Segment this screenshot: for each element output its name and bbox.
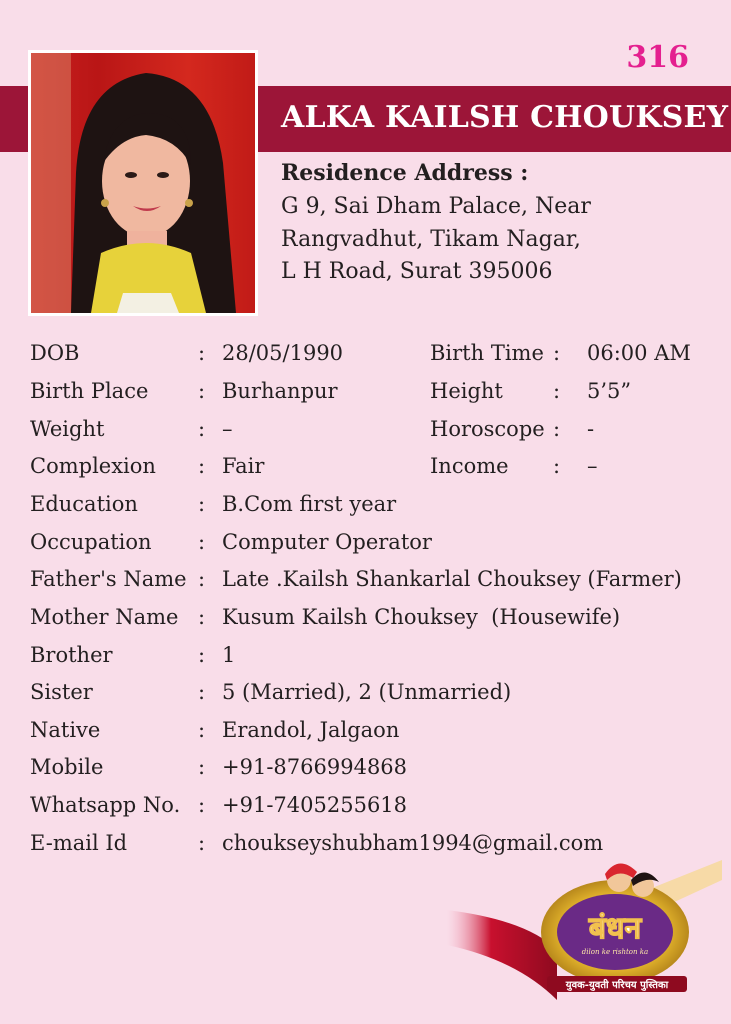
detail-label: Occupation bbox=[30, 530, 152, 554]
detail-value: – bbox=[222, 417, 233, 441]
page-number: 316 bbox=[626, 40, 689, 75]
detail-label: Birth Time bbox=[430, 341, 544, 365]
detail-separator: : bbox=[198, 718, 206, 742]
detail-row-sister bbox=[0, 680, 731, 714]
profile-name: ALKA KAILSH CHOUKSEY bbox=[281, 100, 729, 135]
detail-separator: : bbox=[198, 454, 206, 478]
detail-separator: : bbox=[198, 341, 206, 365]
detail-label: Father's Name bbox=[30, 567, 187, 591]
detail-value: +91-7405255618 bbox=[222, 793, 408, 817]
detail-separator: : bbox=[198, 379, 206, 403]
address-line: Rangvadhut, Tikam Nagar, bbox=[281, 227, 581, 252]
detail-separator: : bbox=[198, 417, 206, 441]
logo-tagline: dilon ke rishton ka bbox=[581, 948, 649, 956]
detail-value: - bbox=[587, 417, 595, 441]
detail-value: Fair bbox=[222, 454, 265, 478]
detail-value: 28/05/1990 bbox=[222, 341, 344, 365]
profile-photo bbox=[31, 53, 255, 313]
detail-separator: : bbox=[198, 605, 206, 629]
detail-separator: : bbox=[198, 680, 206, 704]
detail-label: Income bbox=[430, 454, 509, 478]
detail-row-whatsapp bbox=[0, 793, 731, 827]
detail-separator: : bbox=[198, 567, 206, 591]
detail-row-dob bbox=[0, 341, 731, 375]
detail-separator: : bbox=[198, 492, 206, 516]
detail-value: B.Com first year bbox=[222, 492, 397, 516]
detail-label: Complexion bbox=[30, 454, 156, 478]
detail-label: Horoscope bbox=[430, 417, 545, 441]
detail-row-father-name bbox=[0, 567, 731, 601]
detail-value: 06:00 AM bbox=[587, 341, 691, 365]
detail-value: Burhanpur bbox=[222, 379, 338, 403]
detail-row-education bbox=[0, 492, 731, 526]
detail-row-birth-place bbox=[0, 379, 731, 413]
detail-value: +91-8766994868 bbox=[222, 755, 408, 779]
bandhan-logo bbox=[447, 850, 727, 1020]
address-line: L H Road, Surat 395006 bbox=[281, 259, 553, 284]
address-label: Residence Address : bbox=[281, 160, 529, 186]
detail-row-mother-name bbox=[0, 605, 731, 639]
address-line: G 9, Sai Dham Palace, Near bbox=[281, 194, 591, 219]
detail-label: Whatsapp No. bbox=[30, 793, 181, 817]
detail-row-brother bbox=[0, 643, 731, 677]
detail-value: Late .Kailsh Shankarlal Chouksey (Farmer) bbox=[222, 567, 682, 591]
detail-label: Weight bbox=[30, 417, 105, 441]
detail-separator: : bbox=[553, 341, 561, 365]
detail-separator: : bbox=[198, 643, 206, 667]
detail-label: Birth Place bbox=[30, 379, 149, 403]
detail-separator: : bbox=[198, 793, 206, 817]
detail-label: Native bbox=[30, 718, 101, 742]
detail-label: Mobile bbox=[30, 755, 104, 779]
detail-label: E-mail Id bbox=[30, 831, 128, 855]
detail-label: Mother Name bbox=[30, 605, 179, 629]
detail-separator: : bbox=[553, 454, 561, 478]
detail-label: Education bbox=[30, 492, 138, 516]
detail-label: Height bbox=[430, 379, 503, 403]
detail-row-complexion bbox=[0, 454, 731, 488]
detail-label: DOB bbox=[30, 341, 80, 365]
detail-value: – bbox=[587, 454, 598, 478]
detail-row-occupation bbox=[0, 530, 731, 564]
detail-value: 1 bbox=[222, 643, 236, 667]
detail-separator: : bbox=[198, 831, 206, 855]
detail-row-native bbox=[0, 718, 731, 752]
detail-label: Sister bbox=[30, 680, 93, 704]
logo-title: बंधन bbox=[588, 911, 642, 946]
detail-value: Kusum Kailsh Chouksey (Housewife) bbox=[222, 605, 621, 629]
profile-photo-frame bbox=[28, 50, 258, 316]
detail-row-mobile bbox=[0, 755, 731, 789]
detail-separator: : bbox=[198, 530, 206, 554]
detail-separator: : bbox=[553, 379, 561, 403]
detail-value: 5’5” bbox=[587, 379, 632, 403]
detail-label: Brother bbox=[30, 643, 113, 667]
detail-value: Computer Operator bbox=[222, 530, 432, 554]
detail-separator: : bbox=[198, 755, 206, 779]
detail-separator: : bbox=[553, 417, 561, 441]
detail-row-weight bbox=[0, 417, 731, 451]
detail-value: 5 (Married), 2 (Unmarried) bbox=[222, 680, 512, 704]
logo-subtitle: युवक-युवती परिचय पुस्तिका bbox=[565, 980, 669, 991]
detail-value: Erandol, Jalgaon bbox=[222, 718, 400, 742]
detail-value: choukseyshubham1994@gmail.com bbox=[222, 831, 604, 855]
